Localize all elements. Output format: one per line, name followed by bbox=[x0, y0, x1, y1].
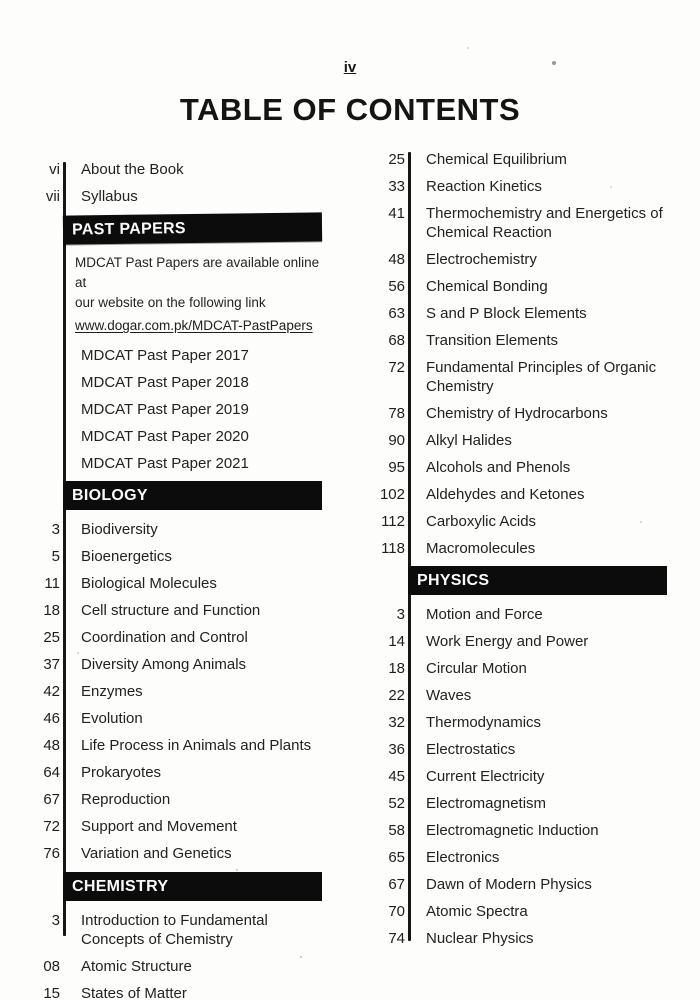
toc-row bbox=[368, 848, 668, 867]
toc-entry-title: Reaction Kinetics bbox=[426, 178, 542, 195]
toc-row bbox=[26, 187, 326, 206]
toc-row bbox=[368, 512, 668, 531]
toc-entry-title: Transition Elements bbox=[426, 332, 558, 349]
toc-entry-title: MDCAT Past Paper 2018 bbox=[81, 374, 249, 391]
toc-entry-title: Support and Movement bbox=[81, 818, 237, 835]
toc-row bbox=[26, 736, 326, 755]
toc-entry-title: Electronics bbox=[426, 849, 500, 866]
toc-page-num: 18 bbox=[388, 660, 405, 677]
toc-page-num: 3 bbox=[396, 606, 405, 623]
toc-entry-title: Biodiversity bbox=[81, 521, 158, 538]
toc-row bbox=[26, 574, 326, 593]
toc-entry-title: Chemical Bonding bbox=[426, 278, 548, 295]
toc-row bbox=[368, 929, 668, 948]
toc-entry-title: About the Book bbox=[81, 161, 184, 178]
toc-row bbox=[26, 628, 326, 647]
toc-row bbox=[26, 601, 326, 620]
section-header-physics: PHYSICS bbox=[408, 566, 667, 595]
toc-row bbox=[26, 763, 326, 782]
right-column bbox=[368, 150, 668, 945]
toc-row bbox=[368, 404, 668, 423]
physics-list bbox=[368, 605, 668, 948]
toc-page-num: 36 bbox=[388, 741, 405, 758]
toc-entry-title: Motion and Force bbox=[426, 606, 543, 623]
toc-row bbox=[368, 632, 668, 651]
toc-page-num: 33 bbox=[388, 178, 405, 195]
toc-row bbox=[368, 902, 668, 921]
toc-row bbox=[26, 817, 326, 836]
toc-entry-title: Macromolecules bbox=[426, 540, 536, 557]
toc-page-num: 14 bbox=[388, 633, 405, 650]
toc-entry-title: Prokaryotes bbox=[81, 764, 162, 781]
toc-entry-title: Thermodynamics bbox=[426, 714, 542, 731]
toc-row bbox=[26, 790, 326, 809]
left-column bbox=[26, 160, 326, 1000]
toc-row bbox=[368, 304, 668, 323]
toc-row bbox=[368, 177, 668, 196]
toc-page-num: 56 bbox=[388, 278, 405, 295]
toc-entry-title: Syllabus bbox=[81, 188, 138, 205]
page-number: iv bbox=[343, 59, 357, 76]
toc-entry-title: Chemical Equilibrium bbox=[426, 151, 567, 168]
past-papers-note bbox=[26, 253, 326, 313]
chemistry-list bbox=[26, 911, 326, 1000]
biology-list bbox=[26, 520, 326, 863]
toc-page-num: 48 bbox=[388, 251, 405, 268]
toc-row bbox=[368, 605, 668, 624]
toc-row bbox=[368, 331, 668, 350]
toc-entry-title: Dawn of Modern Physics bbox=[426, 876, 592, 893]
toc-page-num: 63 bbox=[388, 305, 405, 322]
toc-row bbox=[26, 400, 326, 419]
toc-page-num: 70 bbox=[388, 903, 405, 920]
toc-row bbox=[368, 686, 668, 705]
toc-page-num: 11 bbox=[44, 575, 60, 592]
section-header-chemistry: CHEMISTRY bbox=[63, 872, 322, 901]
toc-page-num: 112 bbox=[381, 513, 405, 530]
toc-page-num: 67 bbox=[388, 876, 405, 893]
toc-page-num: 65 bbox=[388, 849, 405, 866]
toc-entry-title: Work Energy and Power bbox=[426, 633, 589, 650]
toc-page-num: 78 bbox=[388, 405, 405, 422]
past-papers-link: www.dogar.com.pk/MDCAT-PastPapers bbox=[75, 318, 313, 333]
toc-entry-title: Bioenergetics bbox=[81, 548, 172, 565]
toc-page-num: 68 bbox=[388, 332, 405, 349]
toc-entry-title: Chemistry of Hydrocarbons bbox=[426, 405, 608, 422]
toc-row bbox=[26, 160, 326, 179]
toc-row bbox=[368, 358, 668, 396]
toc-entry-title: Electrostatics bbox=[426, 741, 516, 758]
toc-entry-title: S and P Block Elements bbox=[426, 305, 587, 322]
toc-row bbox=[26, 454, 326, 473]
note-line: MDCAT Past Papers are available online at bbox=[75, 255, 320, 290]
toc-entry-title: Nuclear Physics bbox=[426, 930, 534, 947]
toc-row bbox=[26, 682, 326, 701]
toc-page-num: 22 bbox=[388, 687, 405, 704]
toc-entry-title: Fundamental Principles of Organic Chemistry bbox=[426, 359, 657, 395]
toc-row bbox=[368, 277, 668, 296]
toc-row bbox=[368, 767, 668, 786]
toc-row bbox=[368, 875, 668, 894]
toc-row bbox=[26, 709, 326, 728]
toc-row bbox=[368, 485, 668, 504]
toc-row bbox=[368, 539, 668, 558]
toc-entry-title: Electromagnetic Induction bbox=[426, 822, 599, 839]
toc-entry-title: Electrochemistry bbox=[426, 251, 537, 268]
toc-entry-title: Coordination and Control bbox=[81, 629, 248, 646]
toc-entry-title: Life Process in Animals and Plants bbox=[81, 737, 312, 754]
toc-page-num: 41 bbox=[388, 205, 405, 222]
toc-page-num: 08 bbox=[43, 958, 60, 975]
toc-page-num: 15 bbox=[43, 985, 60, 1000]
toc-row bbox=[26, 984, 326, 1000]
toc-page-num: 74 bbox=[388, 930, 405, 947]
toc-page-num: 95 bbox=[388, 459, 405, 476]
toc-row bbox=[368, 150, 668, 169]
toc-row bbox=[368, 821, 668, 840]
toc-row bbox=[26, 655, 326, 674]
section-header-past-papers: PAST PAPERS bbox=[63, 212, 322, 244]
toc-page-num: 37 bbox=[43, 656, 60, 673]
toc-page-num: 118 bbox=[381, 540, 405, 557]
toc-page-num: 18 bbox=[43, 602, 60, 619]
toc-page-num: 25 bbox=[43, 629, 60, 646]
toc-row bbox=[26, 373, 326, 392]
toc-entry-title: Alkyl Halides bbox=[426, 432, 512, 449]
toc-row bbox=[26, 957, 326, 976]
past-papers-list bbox=[26, 346, 326, 473]
toc-entry-title: States of Matter bbox=[81, 985, 187, 1000]
toc-row bbox=[26, 911, 326, 949]
toc-entry-title: Alcohols and Phenols bbox=[426, 459, 571, 476]
scan-speckles bbox=[0, 0, 2, 2]
toc-row bbox=[368, 250, 668, 269]
toc-entry-title: MDCAT Past Paper 2017 bbox=[81, 347, 249, 364]
section-header-biology: BIOLOGY bbox=[63, 481, 322, 510]
toc-entry-title: Evolution bbox=[81, 710, 143, 727]
toc-entry-title: Cell structure and Function bbox=[81, 602, 261, 619]
toc-row bbox=[26, 520, 326, 539]
toc-entry-title: MDCAT Past Paper 2021 bbox=[81, 455, 249, 472]
toc-entry-title: MDCAT Past Paper 2019 bbox=[81, 401, 249, 418]
toc-row bbox=[26, 427, 326, 446]
toc-entry-title: Circular Motion bbox=[426, 660, 527, 677]
chemistry-continued-list bbox=[368, 150, 668, 558]
toc-page-num: 3 bbox=[51, 912, 60, 929]
toc-entry-title: Introduction to Fundamental Concepts of Chemistry bbox=[81, 912, 268, 948]
toc-entry-title: Diversity Among Animals bbox=[81, 656, 247, 673]
toc-entry-title: Current Electricity bbox=[426, 768, 545, 785]
toc-page-num: 72 bbox=[43, 818, 60, 835]
toc-row bbox=[368, 740, 668, 759]
toc-row bbox=[368, 458, 668, 477]
toc-row bbox=[26, 844, 326, 863]
toc-row bbox=[368, 659, 668, 678]
toc-entry-title: Thermochemistry and Energetics of Chemical Reaction bbox=[426, 205, 663, 241]
toc-page-num: 58 bbox=[388, 822, 405, 839]
toc-row bbox=[368, 794, 668, 813]
toc-page-num: vi bbox=[49, 161, 60, 178]
toc-page-num: 102 bbox=[379, 486, 405, 503]
toc-page-num: 76 bbox=[43, 845, 60, 862]
toc-page-num: 90 bbox=[388, 432, 405, 449]
toc-row bbox=[26, 346, 326, 365]
toc-page-num: 45 bbox=[388, 768, 405, 785]
toc-entry-title: MDCAT Past Paper 2020 bbox=[81, 428, 249, 445]
toc-entry-title: Electromagnetism bbox=[426, 795, 547, 812]
toc-row bbox=[368, 713, 668, 732]
toc-page-num: 32 bbox=[388, 714, 405, 731]
toc-entry-title: Variation and Genetics bbox=[81, 845, 232, 862]
toc-page-num: 46 bbox=[43, 710, 60, 727]
toc-entry-title: Waves bbox=[426, 687, 472, 704]
toc-entry-title: Aldehydes and Ketones bbox=[426, 486, 585, 503]
page-title: TABLE OF CONTENTS bbox=[179, 92, 521, 127]
toc-page-num: 25 bbox=[388, 151, 405, 168]
toc-entry-title: Reproduction bbox=[81, 791, 171, 808]
toc-page-num: 42 bbox=[43, 683, 60, 700]
toc-page-num: 3 bbox=[51, 521, 60, 538]
toc-page-num: 72 bbox=[388, 359, 405, 376]
toc-entry-title: Enzymes bbox=[81, 683, 143, 700]
toc-row bbox=[368, 431, 668, 450]
note-line: our website on the following link bbox=[75, 295, 266, 310]
toc-row bbox=[368, 204, 668, 242]
toc-page-num: 5 bbox=[51, 548, 60, 565]
toc-page-num: 67 bbox=[43, 791, 60, 808]
toc-row bbox=[26, 547, 326, 566]
toc-entry-title: Atomic Structure bbox=[81, 958, 192, 975]
toc-entry-title: Atomic Spectra bbox=[426, 903, 528, 920]
toc-page-num: 48 bbox=[43, 737, 60, 754]
toc-page-num: 64 bbox=[43, 764, 60, 781]
toc-entry-title: Biological Molecules bbox=[81, 575, 217, 592]
toc-entry-title: Carboxylic Acids bbox=[426, 513, 537, 530]
toc-page-num: vii bbox=[45, 188, 60, 205]
toc-page-num: 52 bbox=[388, 795, 405, 812]
front-matter-list bbox=[26, 160, 326, 206]
